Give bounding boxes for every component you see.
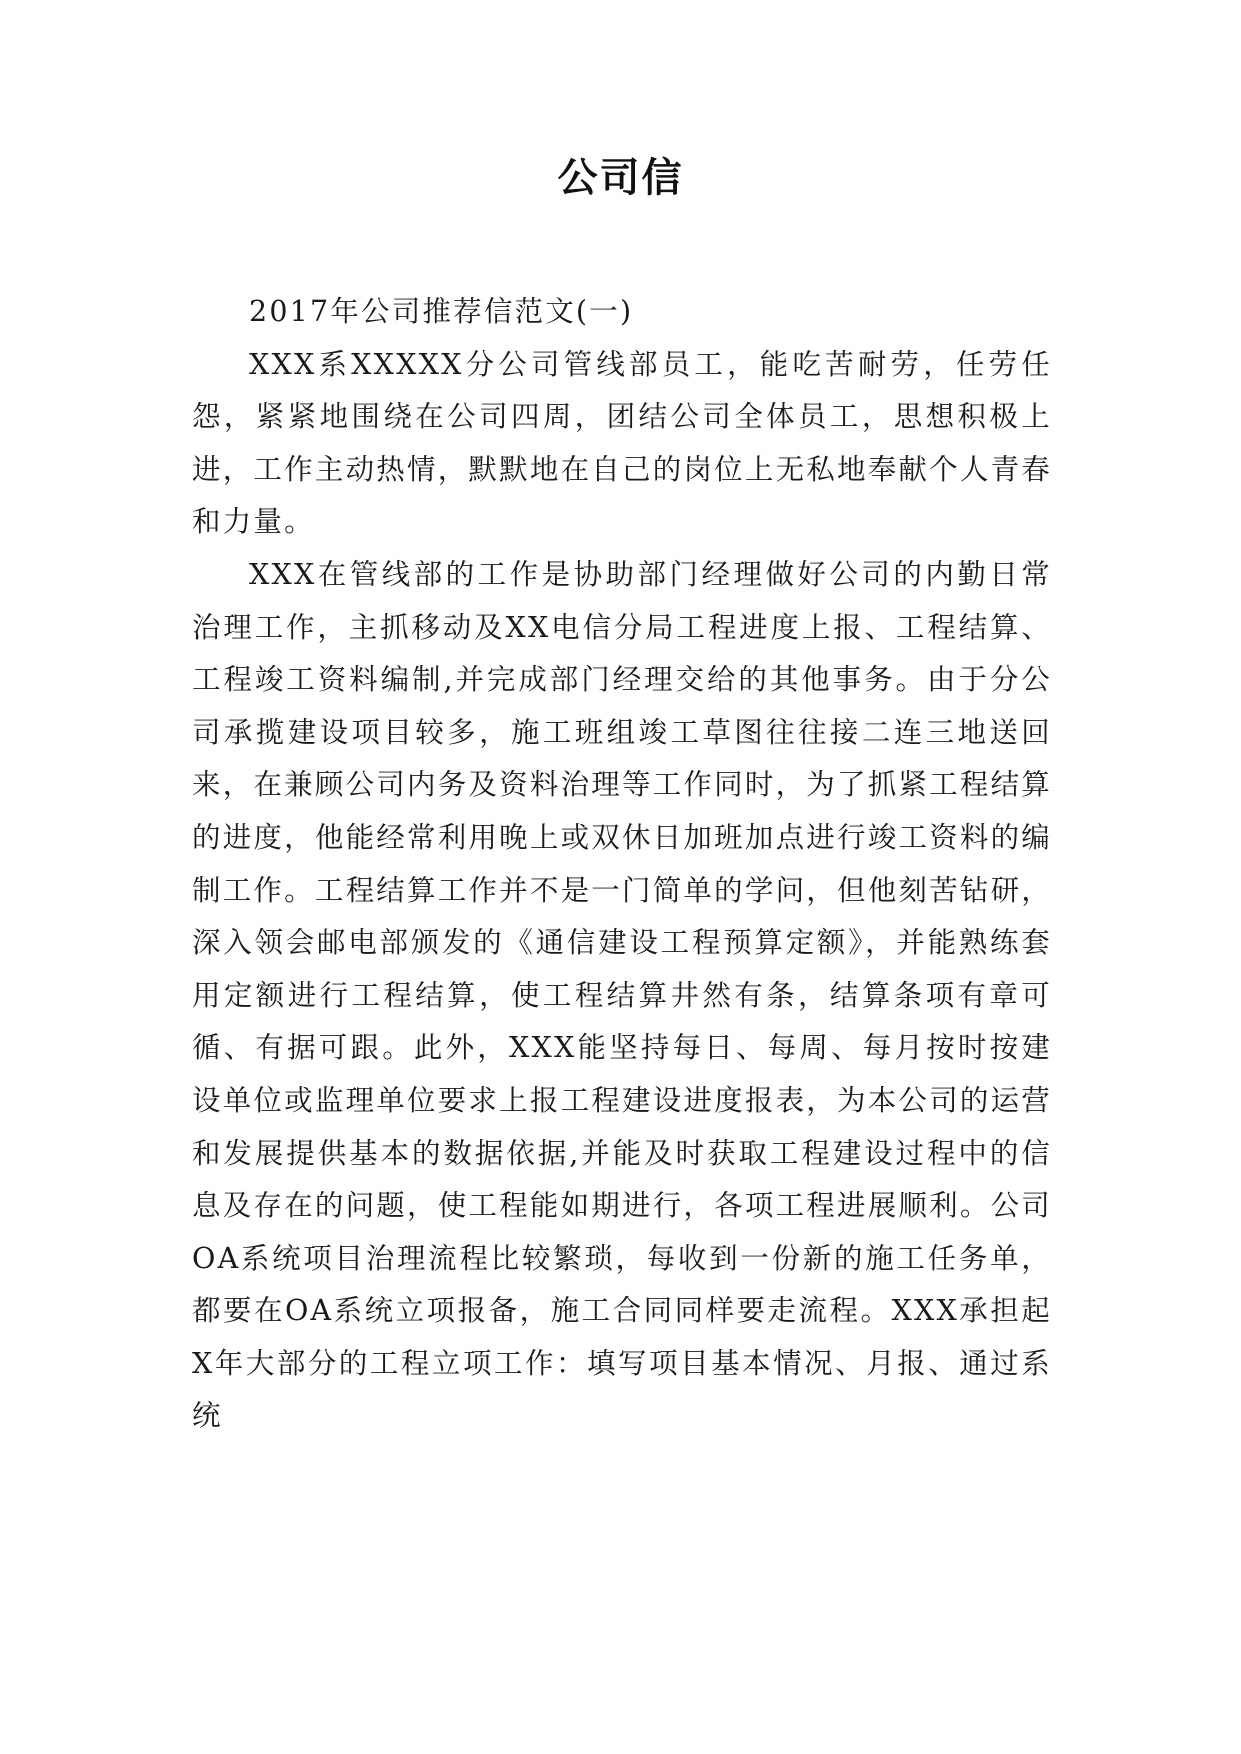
paragraph-heading: 2017年公司推荐信范文(一) bbox=[249, 295, 634, 328]
paragraph: XXX系XXXXX分公司管线部员工，能吃苦耐劳，任劳任怨，紧紧地围绕在公司四周，团结公司全体员工，思想积极上进，工作主动热情，默默地在自己的岗位上无私地奉献个人青春和力量。 bbox=[192, 347, 1052, 539]
document-title: 公司信 bbox=[557, 155, 684, 201]
paragraph: XXX在管线部的工作是协助部门经理做好公司的内勤日常治理工作，主抓移动及XX电信分局工程进度上报、工程结算、工程竣工资料编制,并完成部门经理交给的其他事务。由于分公司承揽建设项目较多，施工班组竣工草图往往接二连三地送回来，在兼顾公司内务及资料治理等工作同时，为了抓紧工程结算的进度，他能经常利用晚上或双休日加班加点进行竣工资料的编制工作。工程结算工作并不是一门简单的学问，但他刻苦钻研，深入领会邮电部颁发的《通信建设工程预算定额》，并能熟练套用定额进行工程结算，使工程结算井然有条，结算条项有章可循、有据可跟。此外，XXX能坚持每日、每周、每月按时按建设单位或监理单位要求上报工程建设进度报表，为本公司的运营和发展提供基本的数据依据,并能及时获取工程建设过程中的信息及存在的问题，使工程能如期进行，各项工程进展顺利。公司OA系统项目治理流程比较繁琐，每收到一份新的施工任务单，都要在OA系统立项报备，施工合同同样要走流程。XXX承担起X年大部分的工程立项工作：填写项目基本情况、月报、通过系统 bbox=[192, 557, 1052, 1433]
document-body bbox=[192, 286, 1052, 1443]
